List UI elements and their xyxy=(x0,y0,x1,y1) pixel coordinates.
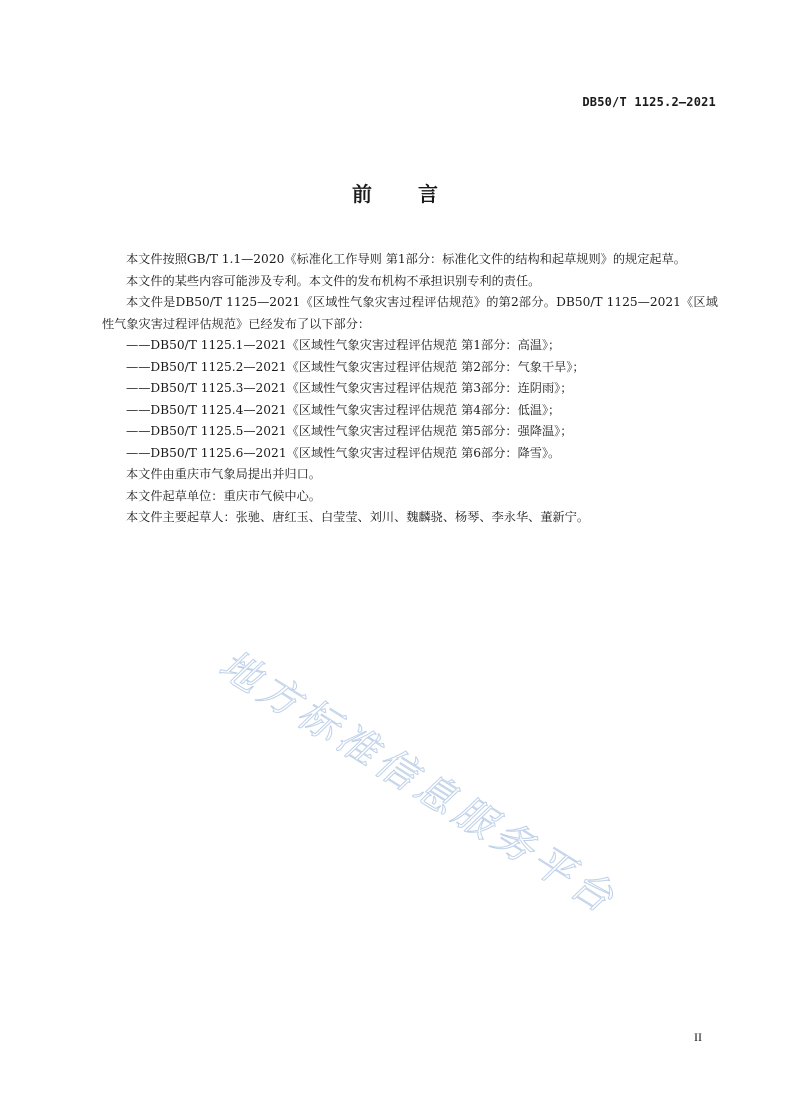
list-item-part-4: ——DB50/T 1125.4—2021《区域性气象灾害过程评估规范 第4部分：低温》； xyxy=(126,402,561,417)
watermark: 地方标准信息服务平台 xyxy=(210,641,626,925)
paragraph-drafters: 本文件主要起草人：张驰、唐红玉、白莹莹、刘川、魏麟骁、杨琴、李永华、董新宁。 xyxy=(126,510,590,524)
paragraph-proposer: 本文件由重庆市气象局提出并归口。 xyxy=(126,467,321,481)
paragraph-drafting-unit: 本文件起草单位：重庆市气候中心。 xyxy=(126,488,321,503)
list-item-part-5: ——DB50/T 1125.5—2021《区域性气象灾害过程评估规范 第5部分：强降温》； xyxy=(126,424,573,438)
list-item-part-2: ——DB50/T 1125.2—2021《区域性气象灾害过程评估规范 第2部分：气象干旱》； xyxy=(126,359,585,374)
document-code: DB50/T 1125.2—2021 xyxy=(582,95,716,109)
list-item-part-6: ——DB50/T 1125.6—2021《区域性气象灾害过程评估规范 第6部分：降雪》。 xyxy=(126,445,561,460)
page-title xyxy=(0,178,792,207)
list-item-part-1: ——DB50/T 1125.1—2021《区域性气象灾害过程评估规范 第1部分：高温》； xyxy=(126,338,561,352)
document-body xyxy=(102,249,718,529)
title-char-1: 前 xyxy=(352,182,374,206)
title-char-2: 言 xyxy=(418,182,440,206)
paragraph-drafting-rules: 本文件按照GB/T 1.1—2020《标准化工作导则 第1部分：标准化文件的结构和起草规则》的规定起草。 xyxy=(126,252,686,266)
page-number: II xyxy=(694,1030,702,1044)
list-item-part-3: ——DB50/T 1125.3—2021《区域性气象灾害过程评估规范 第3部分：连阴雨》； xyxy=(126,381,573,395)
paragraph-series-intro: 本文件是DB50/T 1125—2021《区域性气象灾害过程评估规范》的第2部分。DB50/T 1125—2021《区域性气象灾害过程评估规范》已经发布了以下部分： xyxy=(102,295,718,331)
paragraph-patent-notice: 本文件的某些内容可能涉及专利。本文件的发布机构不承担识别专利的责任。 xyxy=(126,273,541,288)
